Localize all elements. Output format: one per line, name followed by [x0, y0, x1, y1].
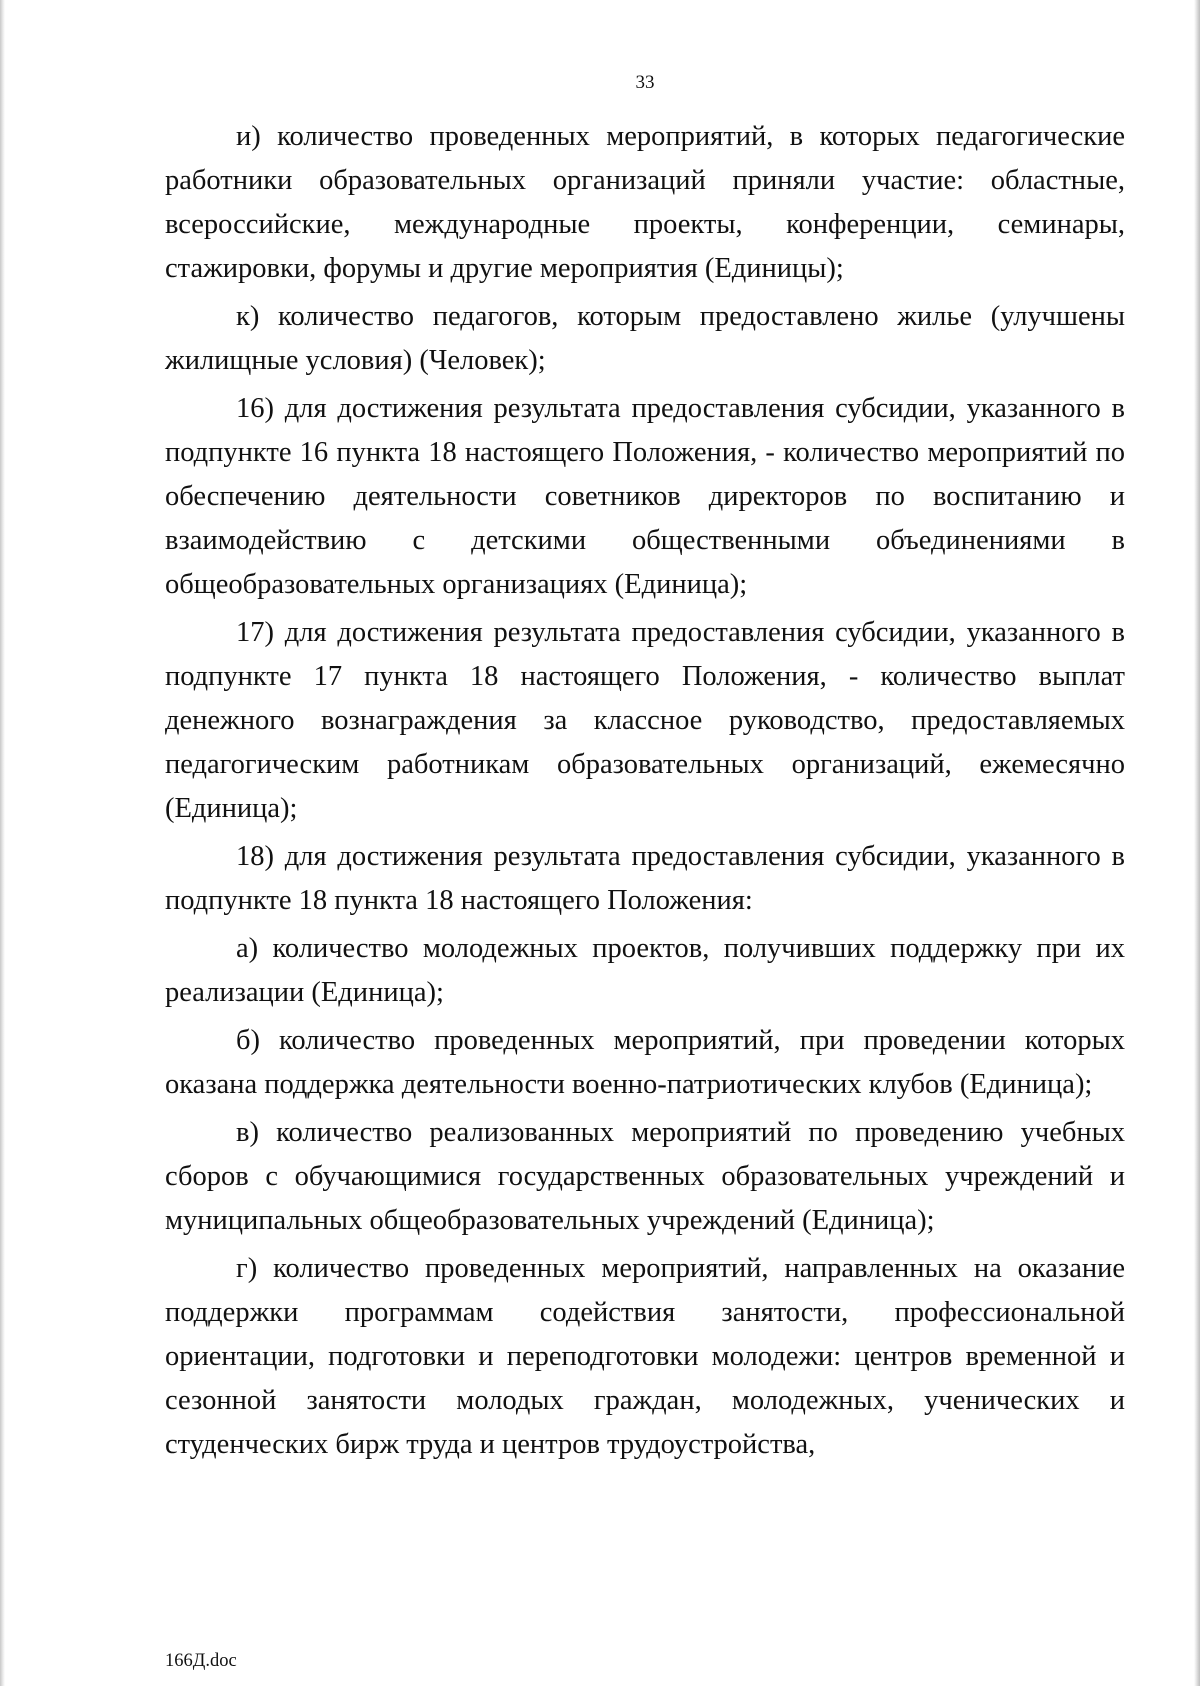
paragraph-18-v: в) количество реализованных мероприятий по проведению учебных сборов с обучающимися государственных образовательных учреждений и муниципальных общеобразовательных учреждений (Единица);	[165, 1117, 1125, 1236]
document-body	[165, 115, 1125, 1471]
paragraph-k: к) количество педагогов, которым предоставлено жилье (улучшены жилищные условия) (Человек);	[165, 301, 1125, 376]
paragraph-16: 16) для достижения результата предоставления субсидии, указанного в подпункте 16 пункта 18 настоящего Положения, - количество мероприятий по обеспечению деятельности советников директоров по воспитанию и взаимодействию с детскими общественными объединениями в общеобразовательных организациях (Единица);	[165, 393, 1125, 600]
page-number: 33	[635, 72, 655, 93]
paragraph-18-g: г) количество проведенных мероприятий, направленных на оказание поддержки программам содействия занятости, профессиональной ориентации, подготовки и переподготовки молодежи: центров временной и сезонной занятости молодых граждан, молодежных, ученических и студенческих бирж труда и центров трудоустройства,	[165, 1253, 1125, 1460]
paragraph-i: и) количество проведенных мероприятий, в которых педагогические работники образовательных организаций приняли участие: областные, всероссийские, международные проекты, конференции, семинары, стажировки, форумы и другие мероприятия (Единицы);	[165, 121, 1125, 284]
paragraph-18: 18) для достижения результата предоставления субсидии, указанного в подпункте 18 пункта 18 настоящего Положения:	[165, 841, 1125, 916]
paragraph-17: 17) для достижения результата предоставления субсидии, указанного в подпункте 17 пункта 18 настоящего Положения, - количество выплат денежного вознаграждения за классное руководство, предоставляемых педагогическим работникам образовательных организаций, ежемесячно (Единица);	[165, 617, 1125, 824]
paragraph-18-b: б) количество проведенных мероприятий, при проведении которых оказана поддержка деятельности военно-патриотических клубов (Единица);	[165, 1025, 1125, 1100]
scan-edge-right	[1194, 0, 1200, 1686]
footer-filename: 166Д.doc	[165, 1651, 237, 1671]
paragraph-18-a: а) количество молодежных проектов, получивших поддержку при их реализации (Единица);	[165, 933, 1125, 1008]
scan-edge-left	[0, 0, 5, 1686]
